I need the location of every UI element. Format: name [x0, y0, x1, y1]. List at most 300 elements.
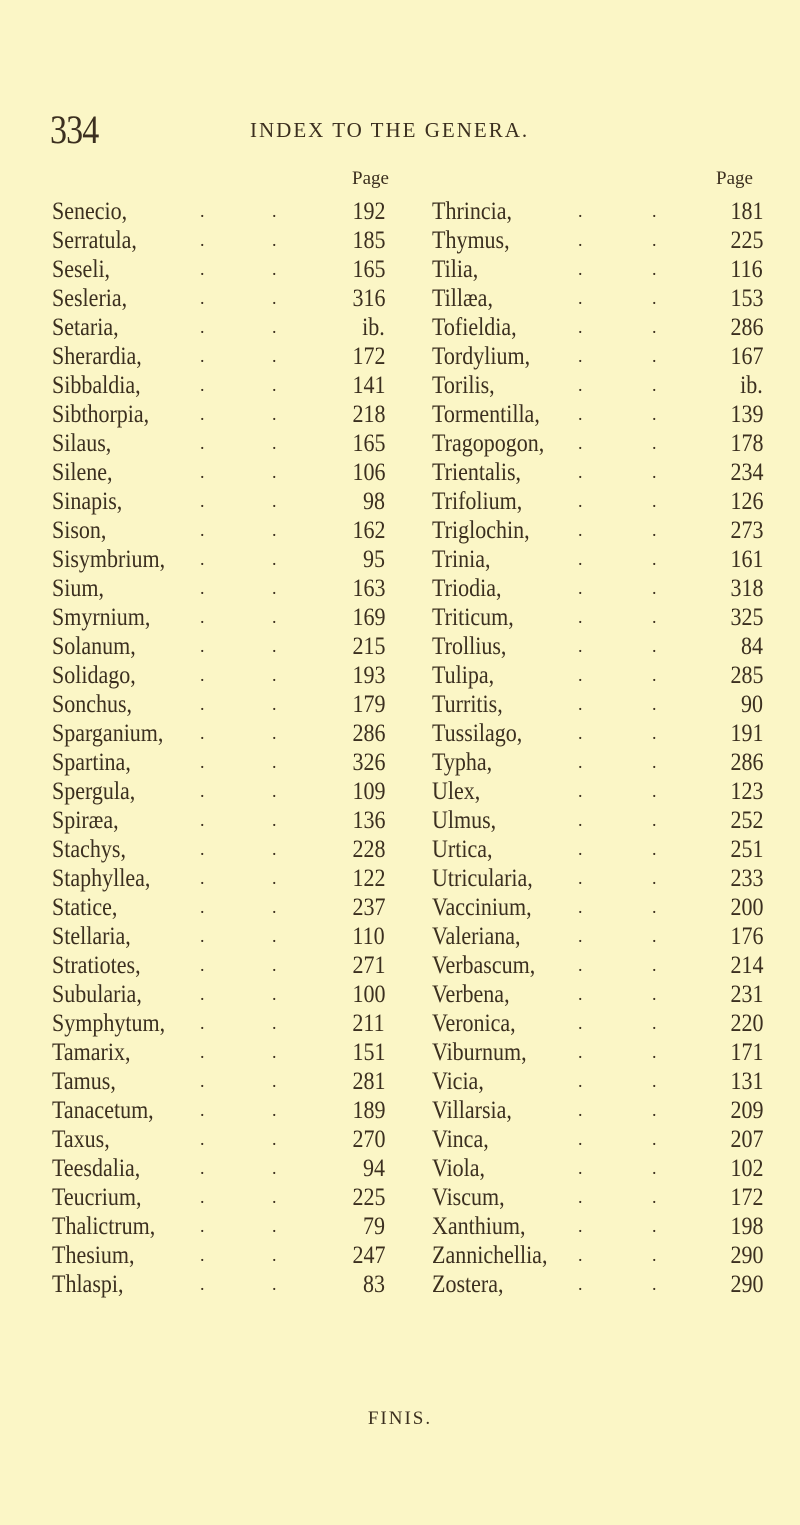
index-row — [0, 1125, 800, 1154]
genus-name-left: Statice, — [52, 894, 118, 921]
leader-dot: . — [578, 607, 583, 627]
genus-name-right: Tofieldia, — [432, 314, 517, 341]
leader-dot: . — [200, 694, 205, 714]
genus-name-left: Sesleria, — [52, 285, 128, 312]
leader-dot: . — [652, 346, 657, 366]
leader-dot: . — [272, 346, 277, 366]
page-ref-left: 165 — [352, 256, 385, 283]
leader-dot: . — [272, 1245, 277, 1265]
finis-text: FINIS. — [367, 1408, 433, 1429]
leader-dot: . — [578, 288, 583, 308]
leader-dot: . — [200, 1158, 205, 1178]
leader-dot: . — [200, 926, 205, 946]
page-ref-left: 225 — [352, 1184, 385, 1211]
leader-dot: . — [200, 375, 205, 395]
genus-name-right: Tulipa, — [432, 662, 495, 689]
genus-name-left: Solidago, — [52, 662, 136, 689]
genus-name-right: Vaccinium, — [432, 894, 532, 921]
index-row — [0, 429, 800, 458]
genus-name-right: Zannichellia, — [432, 1242, 548, 1269]
page-ref-right: 116 — [730, 256, 763, 283]
page-ref-left: 151 — [352, 1039, 385, 1066]
genus-name-left: Stachys, — [52, 836, 126, 863]
page-ref-left: 192 — [352, 198, 385, 225]
leader-dot: . — [578, 868, 583, 888]
leader-dot: . — [652, 665, 657, 685]
genus-name-right: Utricularia, — [432, 865, 533, 892]
leader-dot: . — [652, 955, 657, 975]
leader-dot: . — [272, 723, 277, 743]
genus-name-right: Zostera, — [432, 1271, 504, 1298]
index-row — [0, 864, 800, 893]
page-ref-right: 207 — [730, 1126, 763, 1153]
genus-name-left: Seseli, — [52, 256, 111, 283]
genus-name-right: Torilis, — [432, 372, 495, 399]
leader-dot: . — [578, 346, 583, 366]
page-ref-left: 281 — [352, 1068, 385, 1095]
genus-name-left: Senecio, — [52, 198, 128, 225]
leader-dot: . — [200, 1274, 205, 1294]
leader-dot: . — [652, 839, 657, 859]
page-ref-left: 326 — [352, 749, 385, 776]
leader-dot: . — [652, 723, 657, 743]
page-ref-left: 98 — [363, 488, 385, 515]
page-ref-left: 228 — [352, 836, 385, 863]
leader-dot: . — [652, 694, 657, 714]
genus-name-left: Tamus, — [52, 1068, 116, 1095]
page-ref-left: 163 — [352, 575, 385, 602]
leader-dot: . — [652, 984, 657, 1004]
page-ref-left: 218 — [352, 401, 385, 428]
genus-name-left: Teesdalia, — [52, 1155, 141, 1182]
page-ref-right: 220 — [730, 1010, 763, 1037]
leader-dot: . — [652, 230, 657, 250]
page-ref-left: 136 — [352, 807, 385, 834]
genus-name-left: Taxus, — [52, 1126, 110, 1153]
leader-dot: . — [200, 752, 205, 772]
index-row — [0, 777, 800, 806]
leader-dot: . — [578, 694, 583, 714]
page-ref-right: 233 — [730, 865, 763, 892]
leader-dot: . — [200, 781, 205, 801]
leader-dot: . — [200, 491, 205, 511]
leader-dot: . — [652, 201, 657, 221]
leader-dot: . — [272, 636, 277, 656]
leader-dot: . — [652, 810, 657, 830]
leader-dot: . — [200, 665, 205, 685]
index-row — [0, 313, 800, 342]
genus-name-left: Silaus, — [52, 430, 112, 457]
leader-dot: . — [272, 1042, 277, 1062]
leader-dot: . — [578, 375, 583, 395]
leader-dot: . — [200, 984, 205, 1004]
index-row — [0, 458, 800, 487]
page-ref-left: 79 — [363, 1213, 385, 1240]
genus-name-right: Ulmus, — [432, 807, 497, 834]
genus-name-right: Tilia, — [432, 256, 479, 283]
genus-name-right: Vinca, — [432, 1126, 489, 1153]
genus-name-right: Triodia, — [432, 575, 502, 602]
page-ref-right: 90 — [741, 691, 763, 718]
leader-dot: . — [200, 897, 205, 917]
genus-name-right: Tordylium, — [432, 343, 531, 370]
leader-dot: . — [652, 1187, 657, 1207]
genus-name-left: Spiræa, — [52, 807, 119, 834]
leader-dot: . — [652, 781, 657, 801]
page-ref-left: 162 — [352, 517, 385, 544]
genus-name-left: Staphyllea, — [52, 865, 151, 892]
leader-dot: . — [272, 1013, 277, 1033]
page-ref-right: 198 — [730, 1213, 763, 1240]
index-row — [0, 342, 800, 371]
index-row — [0, 719, 800, 748]
leader-dot: . — [272, 491, 277, 511]
leader-dot: . — [200, 549, 205, 569]
leader-dot: . — [200, 1129, 205, 1149]
index-row — [0, 1183, 800, 1212]
genus-name-right: Viola, — [432, 1155, 486, 1182]
leader-dot: . — [200, 259, 205, 279]
leader-dot: . — [272, 230, 277, 250]
genus-name-right: Tillæa, — [432, 285, 493, 312]
genus-name-left: Setaria, — [52, 314, 119, 341]
genus-name-right: Veronica, — [432, 1010, 516, 1037]
leader-dot: . — [578, 810, 583, 830]
page-ref-right: 234 — [730, 459, 763, 486]
index-row — [0, 951, 800, 980]
leader-dot: . — [652, 607, 657, 627]
genus-name-left: Sibbaldia, — [52, 372, 141, 399]
leader-dot: . — [578, 926, 583, 946]
page-ref-right: 171 — [730, 1039, 763, 1066]
genus-name-right: Trinia, — [432, 546, 491, 573]
index-row — [0, 197, 800, 226]
leader-dot: . — [578, 1216, 583, 1236]
index-row — [0, 661, 800, 690]
page-ref-left: 271 — [352, 952, 385, 979]
leader-dot: . — [200, 1245, 205, 1265]
leader-dot: . — [200, 1100, 205, 1120]
leader-dot: . — [272, 578, 277, 598]
leader-dot: . — [200, 636, 205, 656]
leader-dot: . — [272, 1187, 277, 1207]
page-ref-right: 214 — [730, 952, 763, 979]
leader-dot: . — [272, 955, 277, 975]
index-row — [0, 1038, 800, 1067]
genus-name-right: Thrincia, — [432, 198, 513, 225]
page-ref-left: 110 — [352, 923, 385, 950]
genus-name-right: Trollius, — [432, 633, 507, 660]
leader-dot: . — [272, 549, 277, 569]
leader-dot: . — [200, 1013, 205, 1033]
leader-dot: . — [200, 520, 205, 540]
genus-name-left: Subularia, — [52, 981, 142, 1008]
genus-name-left: Silene, — [52, 459, 113, 486]
page-ref-left: 185 — [352, 227, 385, 254]
page-ref-right: 176 — [730, 923, 763, 950]
leader-dot: . — [578, 723, 583, 743]
page-ref-right: 178 — [730, 430, 763, 457]
index-row — [0, 1096, 800, 1125]
leader-dot: . — [578, 1158, 583, 1178]
index-row — [0, 632, 800, 661]
genus-name-right: Ulex, — [432, 778, 481, 805]
leader-dot: . — [200, 868, 205, 888]
leader-dot: . — [652, 317, 657, 337]
genus-name-right: Xanthium, — [432, 1213, 526, 1240]
leader-dot: . — [200, 201, 205, 221]
leader-dot: . — [578, 317, 583, 337]
page-ref-left: 189 — [352, 1097, 385, 1124]
leader-dot: . — [652, 1245, 657, 1265]
leader-dot: . — [272, 433, 277, 453]
leader-dot: . — [652, 462, 657, 482]
leader-dot: . — [578, 1071, 583, 1091]
genus-name-left: Sisymbrium, — [52, 546, 166, 573]
leader-dot: . — [272, 259, 277, 279]
leader-dot: . — [272, 752, 277, 772]
page-ref-right: 252 — [730, 807, 763, 834]
leader-dot: . — [578, 433, 583, 453]
leader-dot: . — [200, 1216, 205, 1236]
leader-dot: . — [200, 230, 205, 250]
index-row — [0, 748, 800, 777]
genus-name-right: Tormentilla, — [432, 401, 540, 428]
page-ref-right: 131 — [730, 1068, 763, 1095]
leader-dot: . — [652, 549, 657, 569]
leader-dot: . — [272, 926, 277, 946]
genus-name-right: Trifolium, — [432, 488, 523, 515]
genus-name-left: Sonchus, — [52, 691, 133, 718]
leader-dot: . — [652, 1071, 657, 1091]
leader-dot: . — [272, 984, 277, 1004]
leader-dot: . — [578, 1274, 583, 1294]
leader-dot: . — [272, 868, 277, 888]
leader-dot: . — [200, 1187, 205, 1207]
leader-dot: . — [652, 1216, 657, 1236]
leader-dot: . — [578, 752, 583, 772]
genus-name-left: Stratiotes, — [52, 952, 141, 979]
page-ref-left: 247 — [352, 1242, 385, 1269]
index-row — [0, 487, 800, 516]
leader-dot: . — [578, 781, 583, 801]
leader-dot: . — [272, 462, 277, 482]
leader-dot: . — [652, 375, 657, 395]
genus-name-left: Symphytum, — [52, 1010, 166, 1037]
genus-name-right: Verbascum, — [432, 952, 536, 979]
genus-name-left: Thlaspi, — [52, 1271, 124, 1298]
leader-dot: . — [200, 839, 205, 859]
leader-dot: . — [652, 636, 657, 656]
genus-name-right: Urtica, — [432, 836, 493, 863]
leader-dot: . — [578, 1042, 583, 1062]
leader-dot: . — [578, 1013, 583, 1033]
page-ref-right: 225 — [730, 227, 763, 254]
leader-dot: . — [652, 1158, 657, 1178]
page-ref-left: 100 — [352, 981, 385, 1008]
leader-dot: . — [578, 1100, 583, 1120]
index-row — [0, 922, 800, 951]
leader-dot: . — [200, 1071, 205, 1091]
page-number: 334 — [50, 107, 99, 152]
genus-name-left: Serratula, — [52, 227, 137, 254]
page-ref-left: 270 — [352, 1126, 385, 1153]
leader-dot: . — [272, 897, 277, 917]
leader-dot: . — [652, 1013, 657, 1033]
leader-dot: . — [578, 404, 583, 424]
leader-dot: . — [272, 694, 277, 714]
page-ref-left: 286 — [352, 720, 385, 747]
leader-dot: . — [652, 404, 657, 424]
leader-dot: . — [272, 607, 277, 627]
leader-dot: . — [578, 984, 583, 1004]
leader-dot: . — [578, 230, 583, 250]
genus-name-left: Tamarix, — [52, 1039, 131, 1066]
page-ref-right: 172 — [730, 1184, 763, 1211]
index-row — [0, 1067, 800, 1096]
page-ref-right: 139 — [730, 401, 763, 428]
page-ref-right: 285 — [730, 662, 763, 689]
index-row — [0, 980, 800, 1009]
genus-name-right: Villarsia, — [432, 1097, 512, 1124]
leader-dot: . — [652, 1042, 657, 1062]
leader-dot: . — [578, 259, 583, 279]
page-ref-right: 161 — [730, 546, 763, 573]
leader-dot: . — [578, 549, 583, 569]
index-row — [0, 603, 800, 632]
genus-name-right: Valeriana, — [432, 923, 521, 950]
page-ref-left: ib. — [362, 314, 385, 341]
page-ref-left: 172 — [352, 343, 385, 370]
leader-dot: . — [652, 578, 657, 598]
index-row — [0, 1270, 800, 1299]
leader-dot: . — [200, 578, 205, 598]
genus-name-right: Typha, — [432, 749, 493, 776]
genus-name-left: Sibthorpia, — [52, 401, 150, 428]
leader-dot: . — [272, 1129, 277, 1149]
genus-name-right: Turritis, — [432, 691, 503, 718]
genus-name-right: Vicia, — [432, 1068, 484, 1095]
genus-name-right: Triticum, — [432, 604, 514, 631]
genus-name-left: Sparganium, — [52, 720, 164, 747]
leader-dot: . — [200, 317, 205, 337]
genus-name-right: Viburnum, — [432, 1039, 527, 1066]
page-ref-left: 179 — [352, 691, 385, 718]
leader-dot: . — [578, 897, 583, 917]
leader-dot: . — [652, 868, 657, 888]
index-row — [0, 516, 800, 545]
page-ref-left: 141 — [352, 372, 385, 399]
page-ref-left: 211 — [352, 1010, 385, 1037]
page-ref-left: 237 — [352, 894, 385, 921]
page-ref-right: 286 — [730, 749, 763, 776]
genus-name-left: Sison, — [52, 517, 107, 544]
index-row — [0, 1212, 800, 1241]
leader-dot: . — [578, 955, 583, 975]
genus-name-left: Stellaria, — [52, 923, 131, 950]
page-ref-right: 123 — [730, 778, 763, 805]
page-ref-right: 251 — [730, 836, 763, 863]
leader-dot: . — [652, 520, 657, 540]
page-ref-right: 191 — [730, 720, 763, 747]
index-row — [0, 1241, 800, 1270]
genus-name-left: Solanum, — [52, 633, 136, 660]
page-ref-right: 290 — [730, 1242, 763, 1269]
leader-dot: . — [578, 1129, 583, 1149]
page-ref-left: 95 — [363, 546, 385, 573]
genus-name-left: Sium, — [52, 575, 104, 602]
genus-name-right: Tussilago, — [432, 720, 523, 747]
page-ref-right: 153 — [730, 285, 763, 312]
right-page-column-header: Page — [716, 168, 753, 189]
page-ref-left: 94 — [363, 1155, 385, 1182]
leader-dot: . — [652, 926, 657, 946]
page-ref-right: 325 — [730, 604, 763, 631]
page-ref-right: 167 — [730, 343, 763, 370]
leader-dot: . — [652, 1129, 657, 1149]
leader-dot: . — [652, 491, 657, 511]
genus-name-right: Triglochin, — [432, 517, 530, 544]
index-row — [0, 690, 800, 719]
genus-name-left: Teucrium, — [52, 1184, 142, 1211]
leader-dot: . — [272, 375, 277, 395]
leader-dot: . — [578, 491, 583, 511]
leader-dot: . — [652, 752, 657, 772]
page-ref-left: 109 — [352, 778, 385, 805]
page-ref-right: 102 — [730, 1155, 763, 1182]
page-ref-left: 169 — [352, 604, 385, 631]
leader-dot: . — [272, 1100, 277, 1120]
genus-name-right: Tragopogon, — [432, 430, 545, 457]
index-row — [0, 400, 800, 429]
leader-dot: . — [652, 259, 657, 279]
leader-dot: . — [200, 723, 205, 743]
genus-name-left: Thesium, — [52, 1242, 135, 1269]
page-title: INDEX TO THE GENERA. — [250, 118, 530, 142]
page-ref-right: 200 — [730, 894, 763, 921]
genus-name-left: Smyrnium, — [52, 604, 151, 631]
genus-name-right: Verbena, — [432, 981, 510, 1008]
leader-dot: . — [578, 1245, 583, 1265]
index-row — [0, 255, 800, 284]
genus-name-left: Sinapis, — [52, 488, 123, 515]
page-ref-right: 286 — [730, 314, 763, 341]
index-row — [0, 893, 800, 922]
genus-name-left: Spartina, — [52, 749, 131, 776]
leader-dot: . — [200, 955, 205, 975]
index-row — [0, 806, 800, 835]
leader-dot: . — [200, 810, 205, 830]
leader-dot: . — [652, 433, 657, 453]
genus-name-right: Viscum, — [432, 1184, 505, 1211]
page-ref-right: 126 — [730, 488, 763, 515]
genus-name-left: Tanacetum, — [52, 1097, 154, 1124]
page-ref-left: 193 — [352, 662, 385, 689]
index-row — [0, 574, 800, 603]
index-row — [0, 226, 800, 255]
genus-name-right: Thymus, — [432, 227, 510, 254]
leader-dot: . — [272, 201, 277, 221]
leader-dot: . — [272, 1158, 277, 1178]
index-row — [0, 835, 800, 864]
page-ref-right: ib. — [740, 372, 763, 399]
page-ref-right: 181 — [730, 198, 763, 225]
leader-dot: . — [200, 288, 205, 308]
leader-dot: . — [272, 665, 277, 685]
page-ref-left: 106 — [352, 459, 385, 486]
page-ref-left: 83 — [363, 1271, 385, 1298]
page-ref-right: 209 — [730, 1097, 763, 1124]
